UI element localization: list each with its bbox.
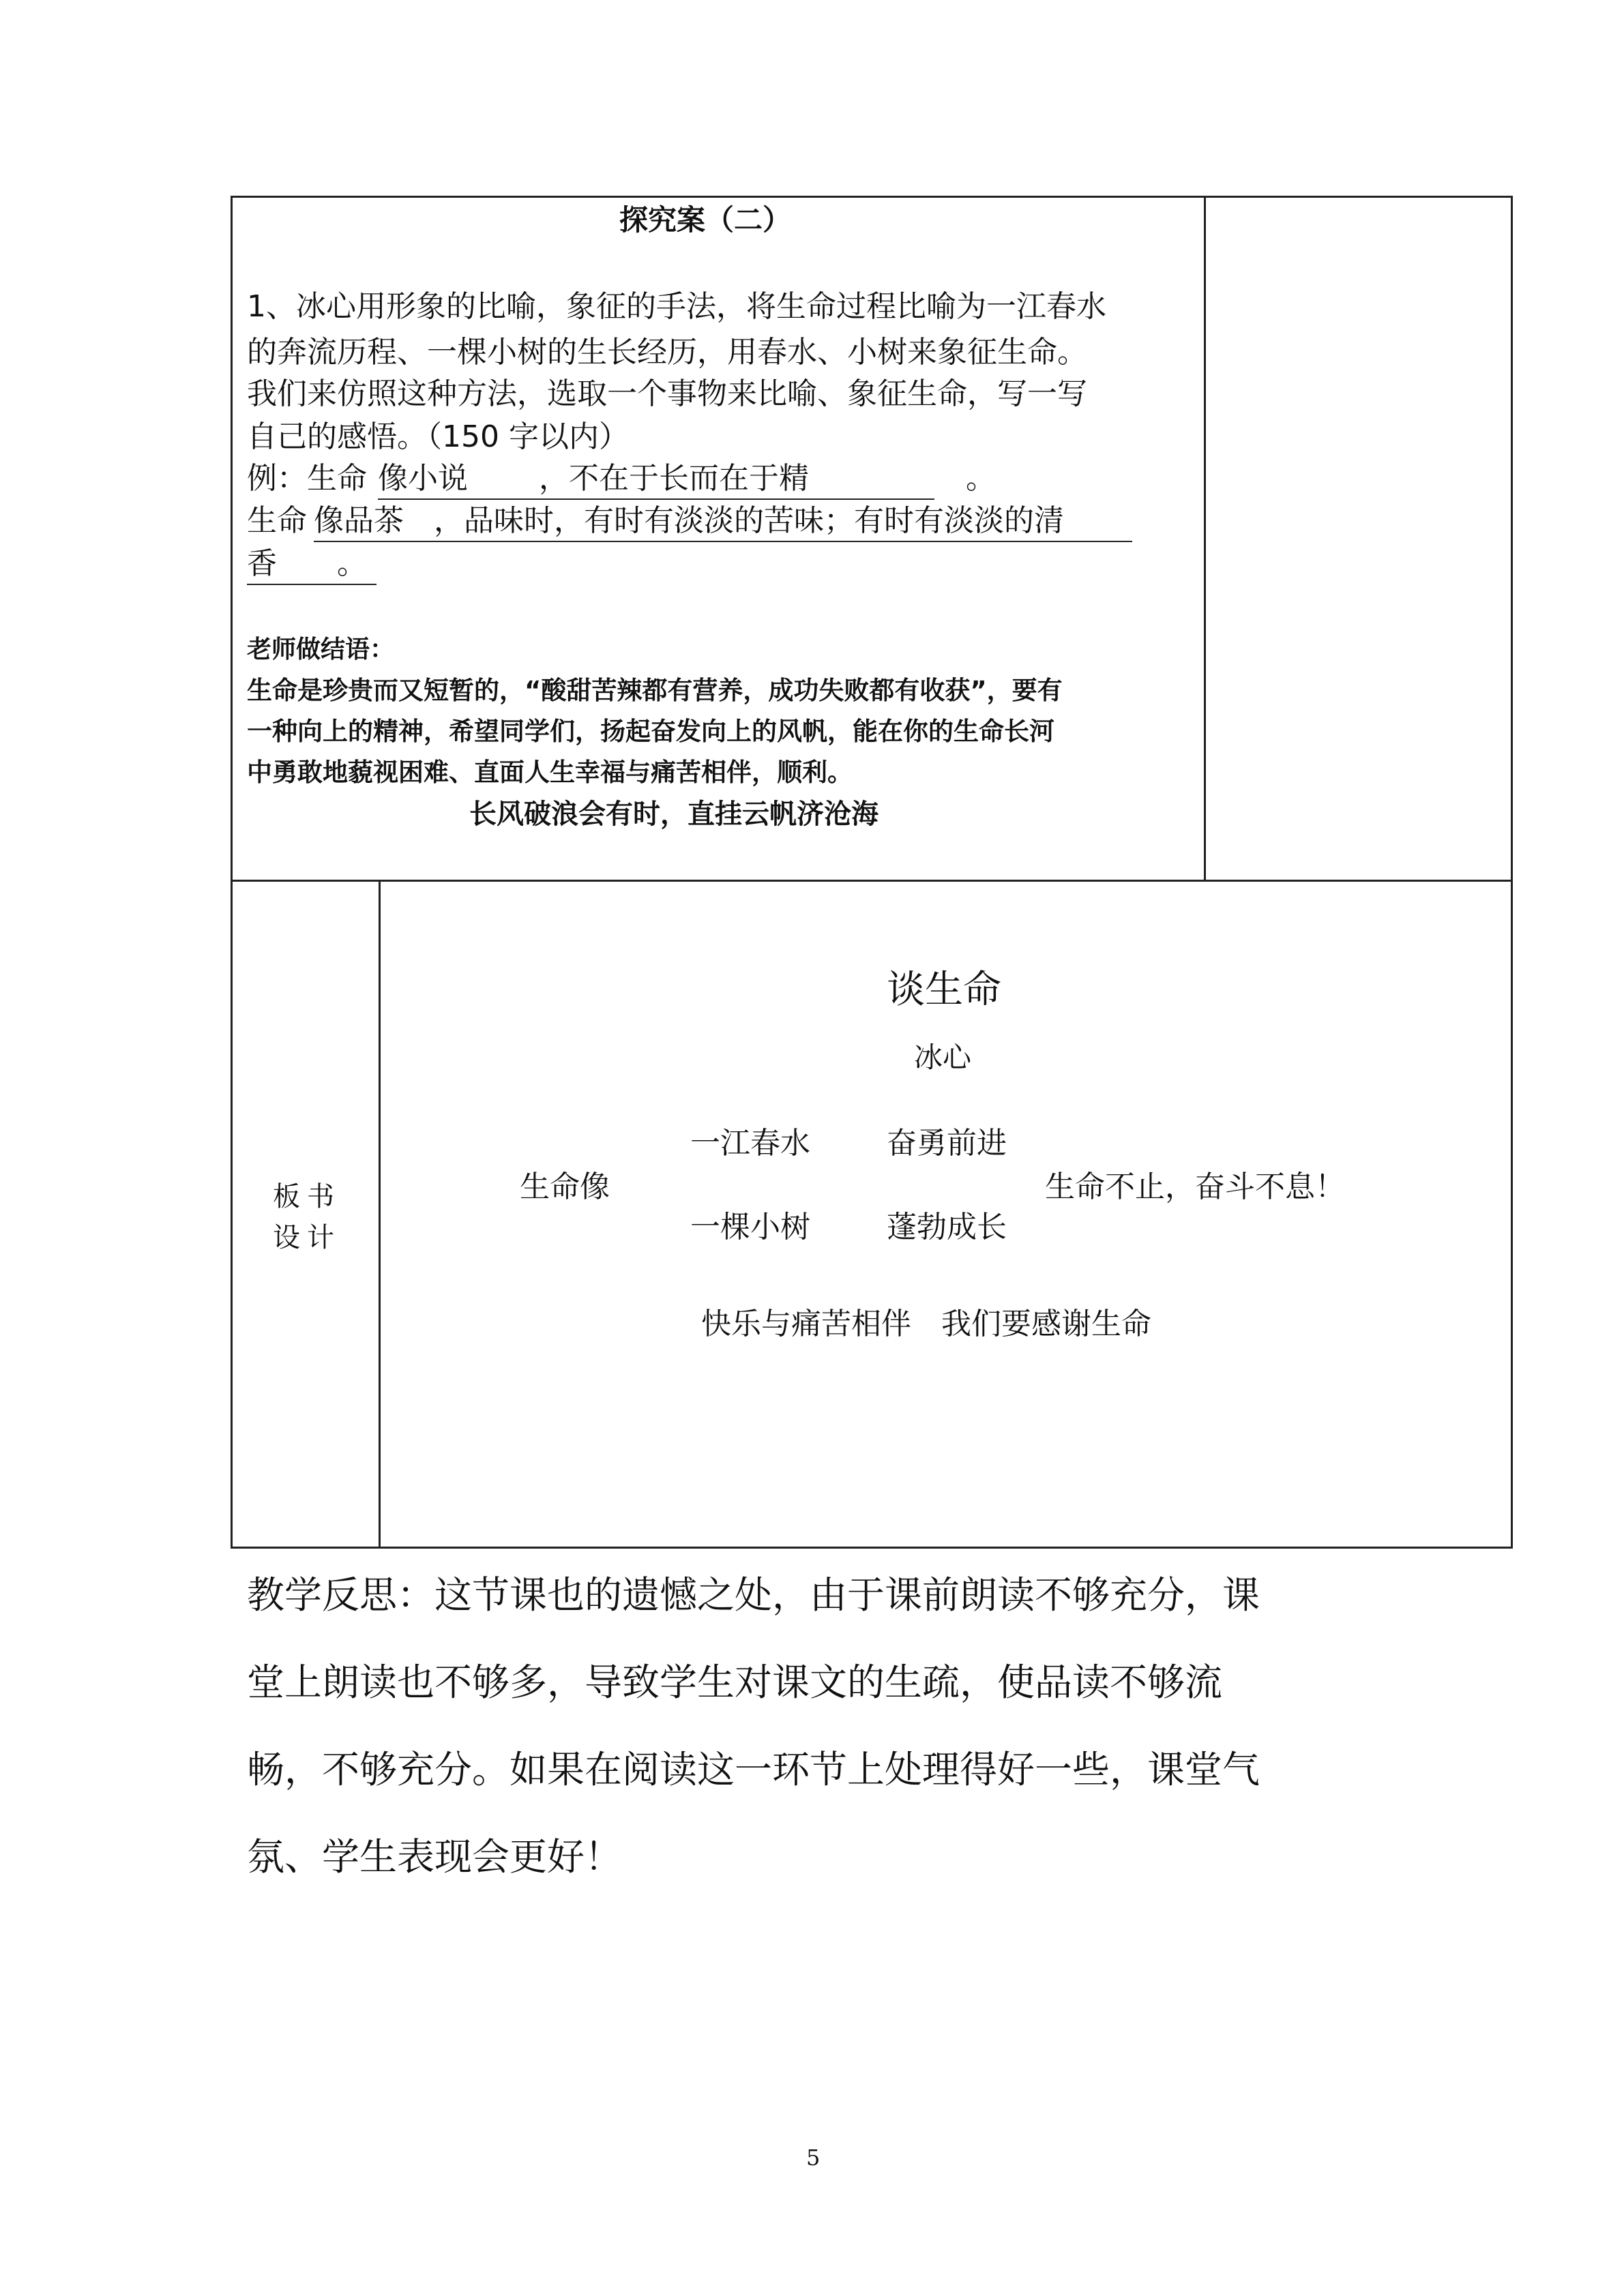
example1-underline [378,498,934,500]
table-border-bottom [231,1547,1513,1549]
section-title: 探究案（二） [619,203,792,237]
teacher-label: 老师做结语： [247,636,395,664]
motto: 长风破浪会有时，直挂云帆济沧海 [469,799,879,830]
reflection-line-1: 教学反思：这节课也的遗憾之处，由于课前朗读不够充分，课 [247,1573,1260,1617]
para-line-3: 我们来仿照这种方法，选取一个事物来比喻、象征生命，写一写 [247,376,1087,411]
example2-prefix: 生命 [247,503,307,538]
teacher-line-3: 中勇敢地藐视困难、直面人生幸福与痛苦相伴，顺利。 [247,758,853,787]
reflection-line-4: 氛、学生表现会更好！ [247,1835,623,1879]
para-line-2: 的奔流历程、一棵小树的生长经历，用春水、小树来象征生命。 [247,335,1087,370]
reflection-line-2: 堂上朗读也不够多，导致学生对课文的生疏，使品读不够流 [247,1660,1223,1704]
board-life-like: 生命像 [520,1169,610,1204]
example1-rest: ，不在于长而在于精 [539,461,809,496]
example1-prefix: 例：生命 [247,461,367,496]
example2-line2-underline [247,584,377,585]
board-item1-desc: 奋勇前进 [887,1126,1007,1161]
table-row-divider [231,880,1513,882]
example1-underlined: 像小说 [378,461,468,496]
page-number: 5 [806,2145,821,2171]
example2-line1: 像品茶 ，品味时，有时有淡淡的苦味；有时有淡淡的清 [314,503,1064,538]
board-label-line2: 设计 [273,1222,341,1253]
board-label-line1: 板书 [273,1181,341,1212]
table-border-right [1511,196,1513,1548]
board-bottom: 快乐与痛苦相伴 我们要感谢生命 [701,1307,1151,1341]
board-title: 谈生命 [887,968,1001,1012]
board-item1: 一江春水 [690,1126,810,1161]
table-col-divider-bottom [379,880,381,1548]
para-line-4: 自己的感悟。（150 字以内） [247,419,629,454]
board-author: 冰心 [914,1041,972,1074]
table-border-top [231,196,1513,198]
example2-line2: 香 。 [247,546,367,581]
table-border-left [231,196,233,1548]
example2-line1-underline [314,541,1132,542]
reflection-line-3: 畅，不够充分。如果在阅读这一环节上处理得好一些，课堂气 [247,1748,1260,1791]
table-col-divider-top [1204,196,1206,881]
teacher-line-2: 一种向上的精神，希望同学们，扬起奋发向上的风帆，能在你的生命长河 [247,717,1054,746]
board-conclusion: 生命不止，奋斗不息！ [1045,1169,1345,1204]
board-item2: 一棵小树 [690,1210,810,1244]
para-line-1: 1、冰心用形象的比喻，象征的手法，将生命过程比喻为一江春水 [247,289,1106,324]
teacher-line-1: 生命是珍贵而又短暂的，“酸甜苦辣都有营养，成功失败都有收获”，要有 [247,676,1063,705]
example1-end: 。 [966,461,996,496]
board-item2-desc: 蓬勃成长 [887,1210,1007,1244]
